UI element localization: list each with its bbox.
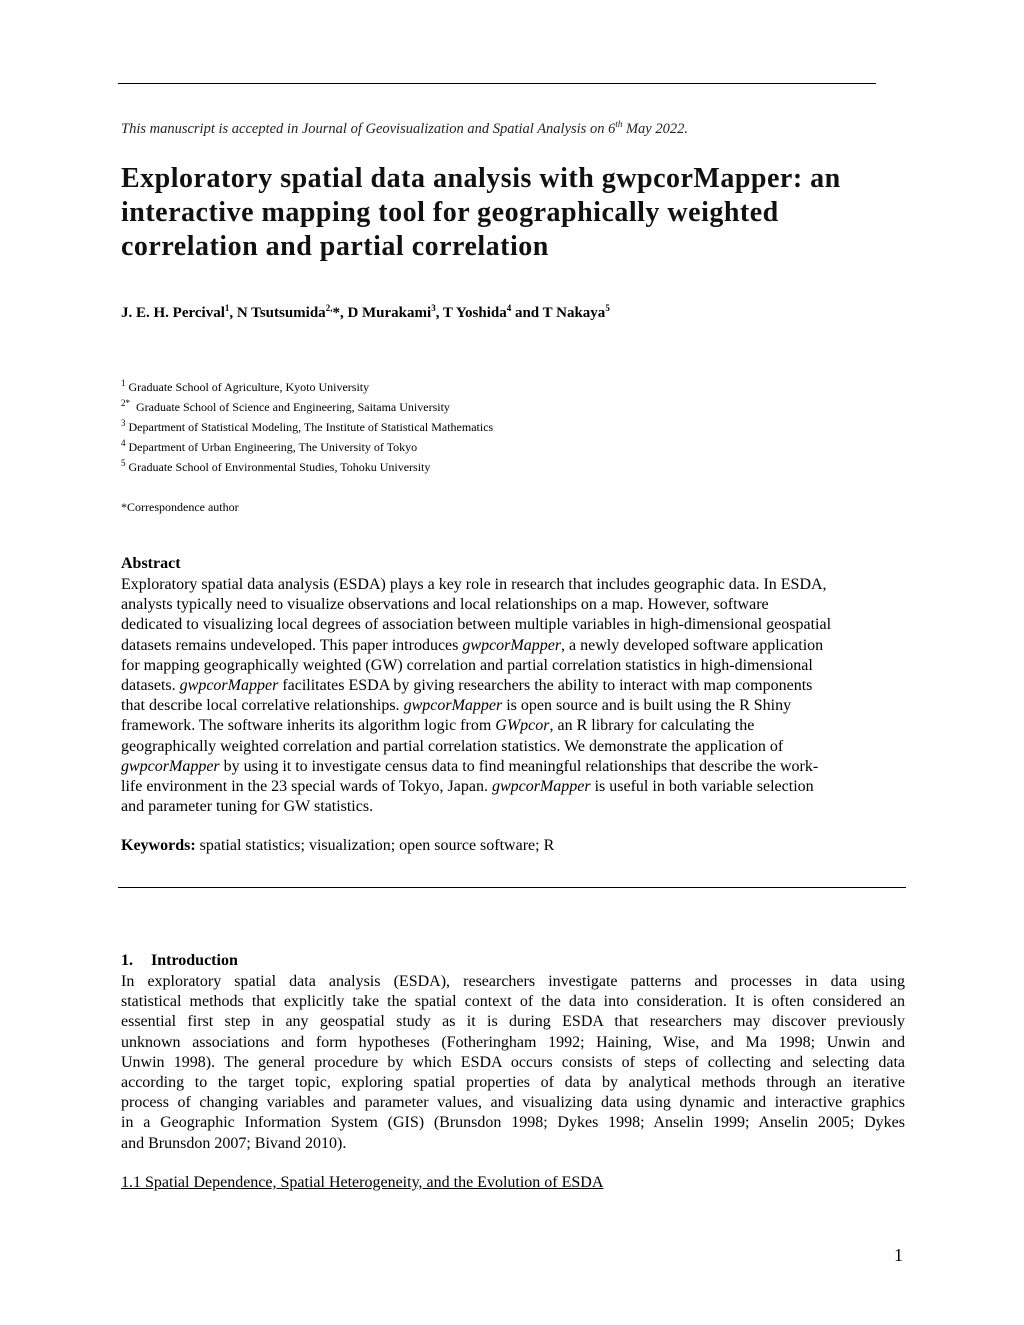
abstract-line: datasets remains undeveloped. This paper introduces gwpcorMapper, a newly developed software application <box>121 636 824 654</box>
affiliation: $^5$ Graduate School of Environmental Studies, Tohoku University <box>121 458 431 474</box>
abstract-line: that describe local correlative relationships. gwpcorMapper is open source and is built using the R Shiny <box>121 697 792 715</box>
intro-line: In exploratory spatial data analysis (ESDA), researchers investigate patterns and processes in data using <box>121 973 905 990</box>
abstract-line: dedicated to visualizing local degrees of association between multiple variables in high-dimensional geospatial <box>121 616 832 634</box>
abstract-heading: Abstract <box>121 555 181 572</box>
intro-line: according to the target topic, exploring spatial properties of data by analytical methods through an iterative <box>121 1073 905 1091</box>
abstract-body <box>121 575 911 817</box>
author: T Nakaya$^5$ <box>542 303 610 321</box>
abstract-line: datasets. gwpcorMapper facilitates ESDA by giving researchers the ability to interact with map components <box>121 677 813 695</box>
paper-title <box>121 162 921 264</box>
abstract-line: framework. The software inherits its algorithm logic from GWpcor, an R library for calculating the <box>121 717 755 735</box>
author: N Tsutsumida$^{2,}$*, <box>236 303 348 321</box>
correspondence-note: *Correspondence author <box>121 500 239 514</box>
keywords: Keywords: spatial statistics; visualization; open source software; R <box>121 837 555 854</box>
intro-line: unknown associations and form hypotheses (Fotheringham 1992; Haining, Wise, and Ma 1998; Unwin and <box>121 1033 905 1051</box>
intro-line: in a Geographic Information System (GIS) (Brunsdon 1998; Dykes 1998; Anselin 1999; Anselin 2005; Dykes <box>121 1114 905 1132</box>
author: D Murakami$^3$, <box>347 303 443 321</box>
intro-line: and Brunsdon 2007; Bivand 2010). <box>121 1134 347 1152</box>
affiliation: $^3$ Department of Statistical Modeling, The Institute of Statistical Mathematics <box>121 418 494 434</box>
top-rule <box>118 83 876 84</box>
acceptance-note: This manuscript is accepted in Journal of Geovisualization and Spatial Analysis on 6th May 2022. <box>121 119 688 137</box>
author: T Yoshida$^4$ and <box>442 303 543 321</box>
abstract-line: geographically weighted correlation and partial correlation statistics. We demonstrate the application of <box>121 737 784 755</box>
title-line: correlation and partial correlation <box>121 231 549 262</box>
intro-line: statistical methods that explicitly take the spatial context of the data into consideration. It is often considered an <box>121 993 905 1011</box>
title-line: interactive mapping tool for geographically weighted <box>121 197 779 228</box>
intro-line: process of changing variables and parameter values, and visualizing data using dynamic and interactive graphics <box>121 1094 905 1112</box>
abstract-line: analysts typically need to visualize observations and local relationships on a map. However, software <box>121 596 769 614</box>
author: J. E. H. Percival$^1$, <box>121 303 237 321</box>
intro-line: Unwin 1998). The general procedure by which ESDA occurs consists of steps of collecting and selecting data <box>121 1053 905 1071</box>
abstract-line: life environment in the 23 special wards of Tokyo, Japan. gwpcorMapper is useful in both variable selection <box>121 778 814 796</box>
subsection-heading: 1.1 Spatial Dependence, Spatial Heterogeneity, and the Evolution of ESDA <box>121 1174 604 1191</box>
title-line: Exploratory spatial data analysis with gwpcorMapper: an <box>121 163 841 194</box>
author-list <box>121 305 610 322</box>
intro-line: essential first step in any geospatial study as it is during ESDA that researchers may discover previously <box>121 1013 905 1031</box>
section-rule <box>118 887 906 888</box>
abstract-line: Exploratory spatial data analysis (ESDA) plays a key role in research that includes geographic data. In ESDA, <box>121 576 827 593</box>
affiliation: $^1$ Graduate School of Agriculture, Kyoto University <box>121 378 370 394</box>
intro-body <box>121 972 905 1154</box>
abstract-line: and parameter tuning for GW statistics. <box>121 798 374 816</box>
affiliation: $^4$ Department of Urban Engineering, The University of Tokyo <box>121 438 418 454</box>
page-number: 1 <box>894 1245 903 1265</box>
affiliations <box>121 377 493 477</box>
intro-heading: 1. Introduction <box>121 952 238 969</box>
abstract-line: gwpcorMapper by using it to investigate census data to find meaningful relationships that describe the work- <box>121 757 819 775</box>
affiliation: $^{2*}$ Graduate School of Science and Engineering, Saitama University <box>121 398 450 414</box>
abstract-line: for mapping geographically weighted (GW) correlation and partial correlation statistics in high-dimensional <box>121 656 813 674</box>
